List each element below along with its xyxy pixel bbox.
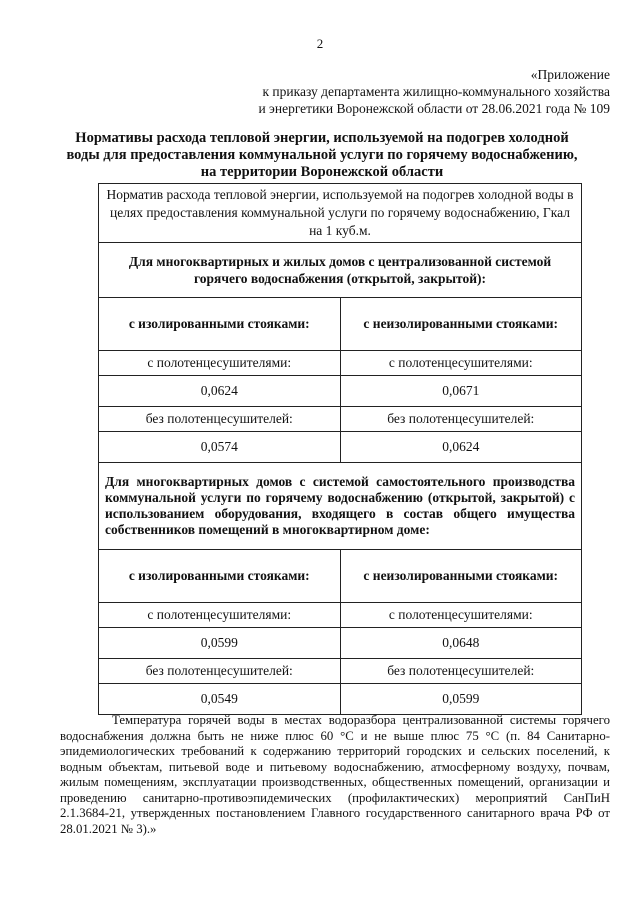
s1-col-insulated: с изолированными стояками: [99,298,341,351]
s1-with-towel-value-2: 0,0671 [340,376,582,407]
page-number: 2 [316,36,324,51]
title-line-2: воды для предоставления коммунальной услуги по горячему водоснабжению, [66,147,578,163]
title-line-3: на территории Воронежской области [200,164,444,180]
norms-table [98,183,582,715]
document-title [62,130,582,181]
section-2-title: Для многоквартирных домов с системой самостоятельного производства коммунальной услуги по горячему водоснабжению (открытой, закрытой) с использованием оборудования, входящего в состав общего имущества собственников помещений в многоквартирном доме: [99,463,582,550]
s1-without-towel-label-1: без полотенцесушителей: [99,407,341,432]
section-1-title: Для многоквартирных и жилых домов с централизованной системой горячего водоснабжения (открытой, закрытой): [99,243,582,298]
s2-col-uninsulated: с неизолированными стояками: [340,550,582,603]
appendix-line-2: к приказу департамента жилищно-коммунального хозяйства [262,84,610,99]
s1-with-towel-label-2: с полотенцесушителями: [340,351,582,376]
appendix-line-1: «Приложение [530,67,610,82]
s1-with-towel-value-1: 0,0624 [99,376,341,407]
s1-without-towel-label-2: без полотенцесушителей: [340,407,582,432]
s1-col-uninsulated: с неизолированными стояками: [340,298,582,351]
footer-note: Температура горячей воды в местах водоразбора централизованной системы горячего водоснабжения должна быть не ниже плюс 60 °С и не выше плюс 75 °С (п. 84 Санитарно-эпидемиологических требований к содержанию территорий городских и сельских поселений, к водным объектам, питьевой воде и питьевому водоснабжению, атмосферному воздуху, почвам, жилым помещениям, эксплуатации производственных, общественных помещений, организации и проведению санитарно-противоэпидемических (профилактических) мероприятий СанПиН 2.1.3684-21, утвержденных постановлением Главного государственного санитарного врача РФ от 28.01.2021 № 3).» [60,713,610,836]
appendix-line-3: и энергетики Воронежской области от 28.06.2021 года № 109 [258,101,610,116]
s2-without-towel-label-2: без полотенцесушителей: [340,659,582,684]
s2-with-towel-value-1: 0,0599 [99,628,341,659]
s2-with-towel-label-1: с полотенцесушителями: [99,603,341,628]
s1-with-towel-label-1: с полотенцесушителями: [99,351,341,376]
s2-without-towel-value-2: 0,0599 [340,684,582,715]
title-line-1: Нормативы расхода тепловой энергии, используемой на подогрев холодной [75,130,569,146]
s2-with-towel-label-2: с полотенцесушителями: [340,603,582,628]
s1-without-towel-value-2: 0,0624 [340,432,582,463]
table-header: Норматив расхода тепловой энергии, используемой на подогрев холодной воды в целях предоставления коммунальной услуги по горячему водоснабжению, Гкал на 1 куб.м. [99,184,582,243]
appendix-reference [258,66,610,117]
s2-without-towel-label-1: без полотенцесушителей: [99,659,341,684]
s2-without-towel-value-1: 0,0549 [99,684,341,715]
s1-without-towel-value-1: 0,0574 [99,432,341,463]
s2-col-insulated: с изолированными стояками: [99,550,341,603]
s2-with-towel-value-2: 0,0648 [340,628,582,659]
